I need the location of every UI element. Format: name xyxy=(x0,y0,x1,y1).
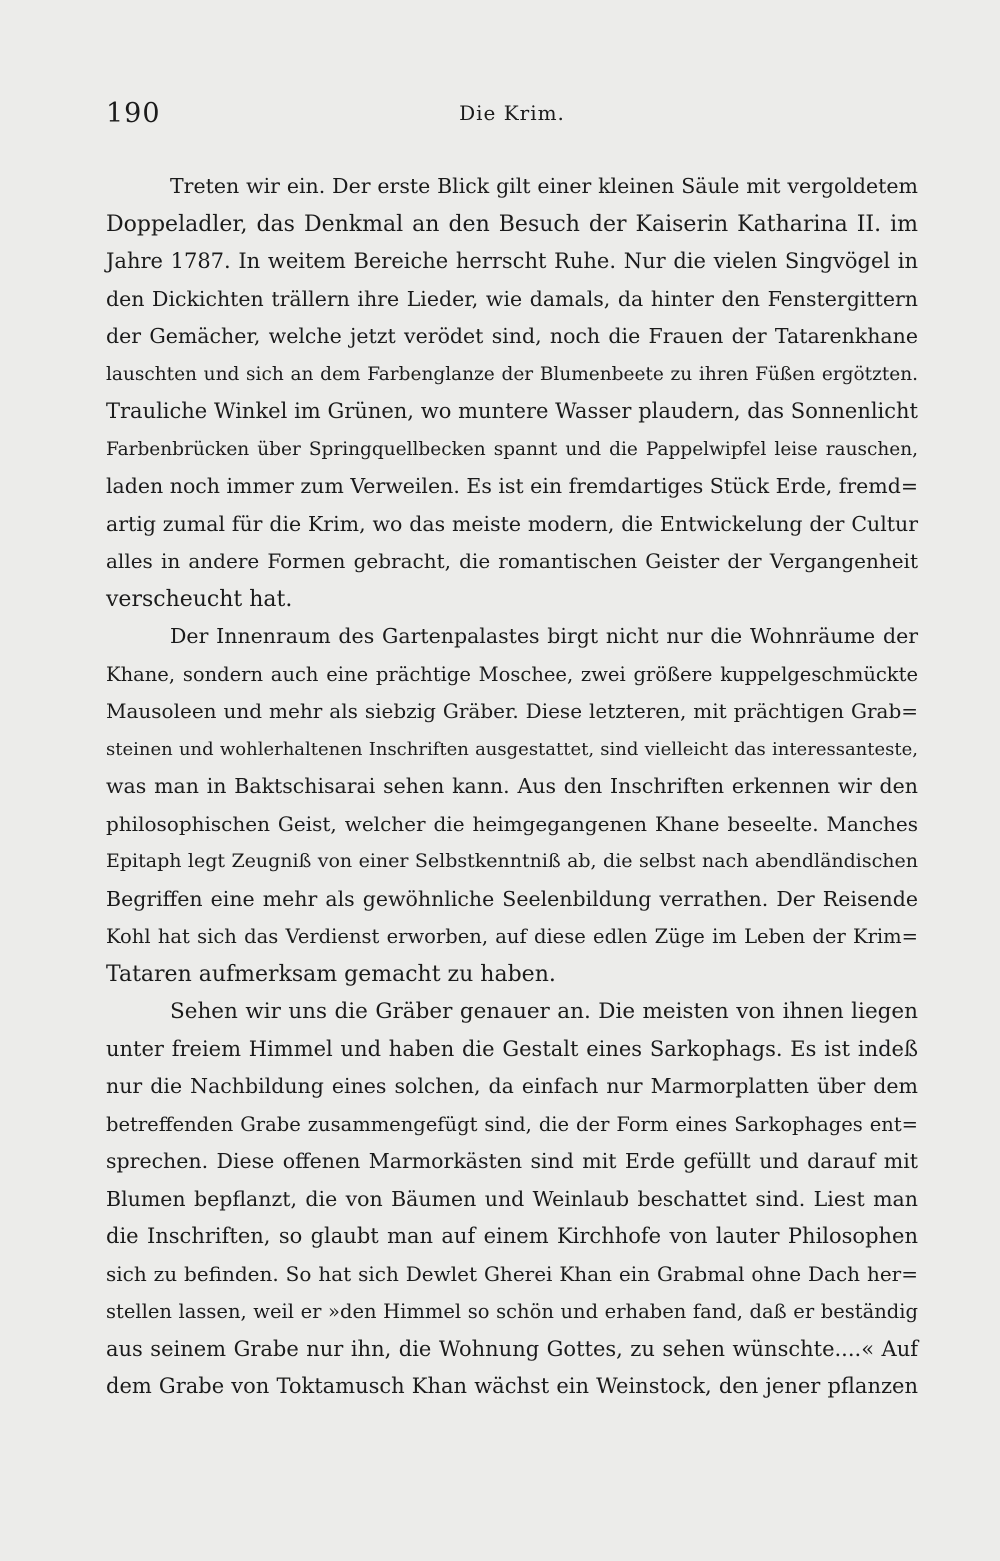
running-title: Die Krim. xyxy=(459,101,565,125)
text-line: Khane, sondern auch eine prächtige Moschee, zwei größere kuppelgeschmückte xyxy=(106,662,918,686)
text-line: sprechen. Diese offenen Marmorkästen sind mit Erde gefüllt und darauf mit xyxy=(106,1149,918,1173)
text-line: Doppeladler, das Denkmal an den Besuch der Kaiserin Katharina II. im xyxy=(106,211,918,237)
text-line: alles in andere Formen gebracht, die romantischen Geister der Vergangenheit xyxy=(106,549,918,573)
text-line: nur die Nachbildung eines solchen, da einfach nur Marmorplatten über dem xyxy=(106,1074,918,1098)
text-line: aus seinem Grabe nur ihn, die Wohnung Gottes, zu sehen wünschte....« Auf xyxy=(106,1336,918,1361)
text-line: Sehen wir uns die Gräber genauer an. Die meisten von ihnen liegen xyxy=(170,999,918,1024)
text-line: was man in Baktschisarai sehen kann. Aus den Inschriften erkennen wir den xyxy=(106,774,918,798)
text-line: betreffenden Grabe zusammengefügt sind, die der Form eines Sarkophages ent= xyxy=(106,1112,918,1136)
text-line: Mausoleen und mehr als siebzig Gräber. Diese letzteren, mit prächtigen Grab= xyxy=(106,699,918,723)
text-line: steinen und wohlerhaltenen Inschriften ausgestattet, sind vielleicht das interessanteste, xyxy=(106,738,918,760)
text-line: Der Innenraum des Gartenpalastes birgt nicht nur die Wohnräume der xyxy=(170,624,918,648)
text-line: die Inschriften, so glaubt man auf einem Kirchhofe von lauter Philosophen xyxy=(106,1224,918,1248)
text-line: laden noch immer zum Verweilen. Es ist ein fremdartiges Stück Erde, fremd= xyxy=(106,474,918,498)
running-head xyxy=(106,98,918,138)
text-line: sich zu befinden. So hat sich Dewlet Gherei Khan ein Grabmal ohne Dach her= xyxy=(106,1261,918,1286)
text-line: der Gemächer, welche jetzt verödet sind, noch die Frauen der Tatarenkhane xyxy=(106,324,918,348)
text-line: Jahre 1787. In weitem Bereiche herrscht Ruhe. Nur die vielen Singvögel in xyxy=(106,249,918,273)
text-line: lauschten und sich an dem Farbenglanze der Blumenbeete zu ihren Füßen ergötzten. xyxy=(106,363,918,385)
text-line: Tataren aufmerksam gemacht zu haben. xyxy=(106,961,556,987)
text-line: philosophischen Geist, welcher die heimgegangenen Khane beseelte. Manches xyxy=(106,811,918,836)
text-line: stellen lassen, weil er »den Himmel so schön und erhaben fand, daß er beständig xyxy=(106,1300,918,1323)
page-number: 190 xyxy=(106,98,161,129)
text-line: Begriffen eine mehr als gewöhnliche Seelenbildung verrathen. Der Reisende xyxy=(106,886,918,911)
text-line: dem Grabe von Toktamusch Khan wächst ein Weinstock, den jener pflanzen xyxy=(106,1374,918,1398)
text-line: unter freiem Himmel und haben die Gestalt eines Sarkophags. Es ist indeß xyxy=(106,1036,918,1061)
text-line: Farbenbrücken über Springquellbecken spannt und die Pappelwipfel leise rauschen, xyxy=(106,438,918,460)
text-line: Kohl hat sich das Verdienst erworben, auf diese edlen Züge im Leben der Krim= xyxy=(106,925,918,948)
text-line: artig zumal für die Krim, wo das meiste modern, die Entwickelung der Cultur xyxy=(106,511,918,536)
text-line: verscheucht hat. xyxy=(106,586,293,612)
text-line: den Dickichten trällern ihre Lieder, wie damals, da hinter den Fenstergittern xyxy=(106,286,918,311)
text-line: Epitaph legt Zeugniß von einer Selbstkenntniß ab, die selbst nach abendländischen xyxy=(106,850,918,872)
text-line: Trauliche Winkel im Grünen, wo muntere Wasser plaudern, das Sonnenlicht xyxy=(106,399,918,423)
body-text xyxy=(106,168,918,1406)
text-line: Blumen bepflanzt, die von Bäumen und Weinlaub beschattet sind. Liest man xyxy=(106,1186,918,1211)
text-line: Treten wir ein. Der erste Blick gilt einer kleinen Säule mit vergoldetem xyxy=(170,174,918,198)
